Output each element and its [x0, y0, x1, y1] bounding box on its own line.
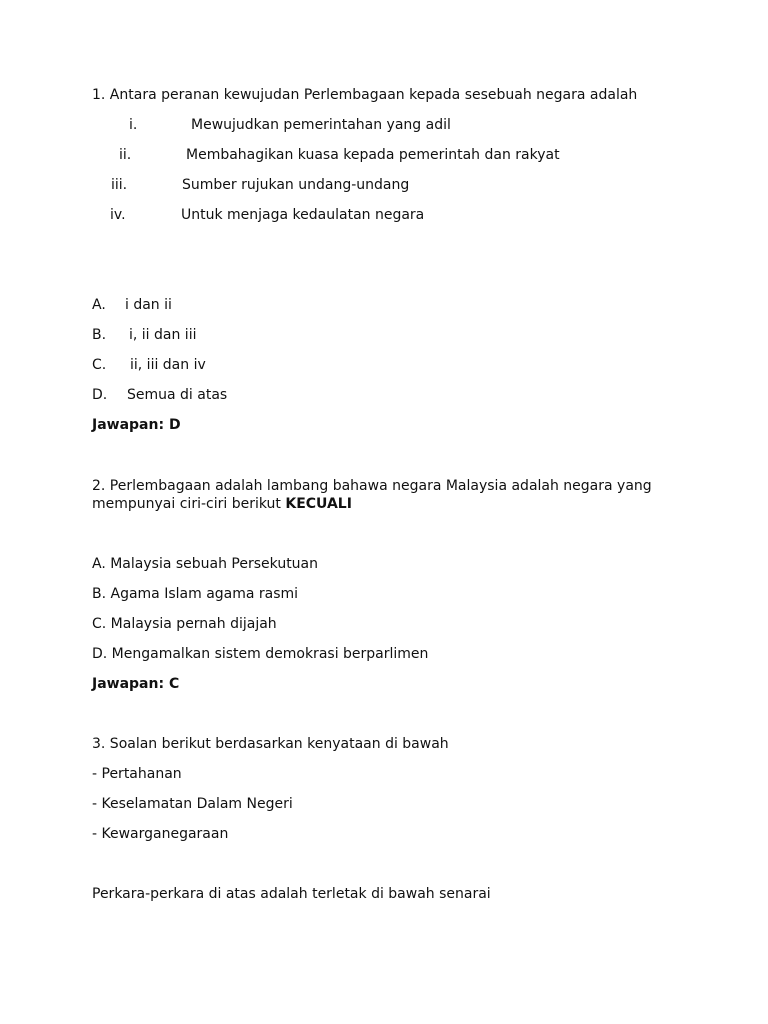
question-2-answer: Jawapan: C [92, 676, 180, 692]
option-text: i, ii dan iii [129, 327, 197, 343]
roman-item-text: Sumber rujukan undang-undang [182, 177, 410, 193]
option-c: C. Malaysia pernah dijajah [92, 616, 277, 632]
option-letter: B. [92, 327, 107, 343]
question-3-stem: 3. Soalan berikut berdasarkan kenyataan di bawah [92, 736, 449, 752]
option-letter: A. [92, 297, 106, 313]
roman-numeral: iv. [110, 207, 126, 223]
option-text: ii, iii dan iv [130, 357, 206, 373]
option-a: A. Malaysia sebuah Persekutuan [92, 556, 319, 572]
option-letter: C. [92, 357, 107, 373]
question-2-stem-emphasis: KECUALI [285, 496, 352, 512]
question-1-answer: Jawapan: D [92, 417, 181, 433]
list-item: - Keselamatan Dalam Negeri [92, 796, 293, 812]
roman-item-text: Membahagikan kuasa kepada pemerintah dan rakyat [186, 147, 560, 163]
roman-numeral: ii. [119, 147, 132, 163]
list-item: - Pertahanan [92, 766, 182, 782]
option-b: B. Agama Islam agama rasmi [92, 586, 299, 602]
roman-numeral: iii. [111, 177, 128, 193]
question-3-followup: Perkara-perkara di atas adalah terletak di bawah senarai [92, 886, 491, 902]
option-text: Semua di atas [127, 387, 228, 403]
option-text: i dan ii [125, 297, 172, 313]
question-2-stem [92, 477, 682, 513]
question-1-stem: 1. Antara peranan kewujudan Perlembagaan kepada sesebuah negara adalah [92, 87, 638, 103]
list-item: - Kewarganegaraan [92, 826, 229, 842]
roman-item-text: Untuk menjaga kedaulatan negara [181, 207, 425, 223]
roman-item-text: Mewujudkan pemerintahan yang adil [191, 117, 451, 133]
option-d: D. Mengamalkan sistem demokrasi berparlimen [92, 646, 429, 662]
option-letter: D. [92, 387, 108, 403]
question-2-stem-text: 2. Perlembagaan adalah lambang bahawa negara Malaysia adalah negara yang mempunyai ciri-ciri berikut [92, 478, 652, 512]
roman-numeral: i. [129, 117, 138, 133]
